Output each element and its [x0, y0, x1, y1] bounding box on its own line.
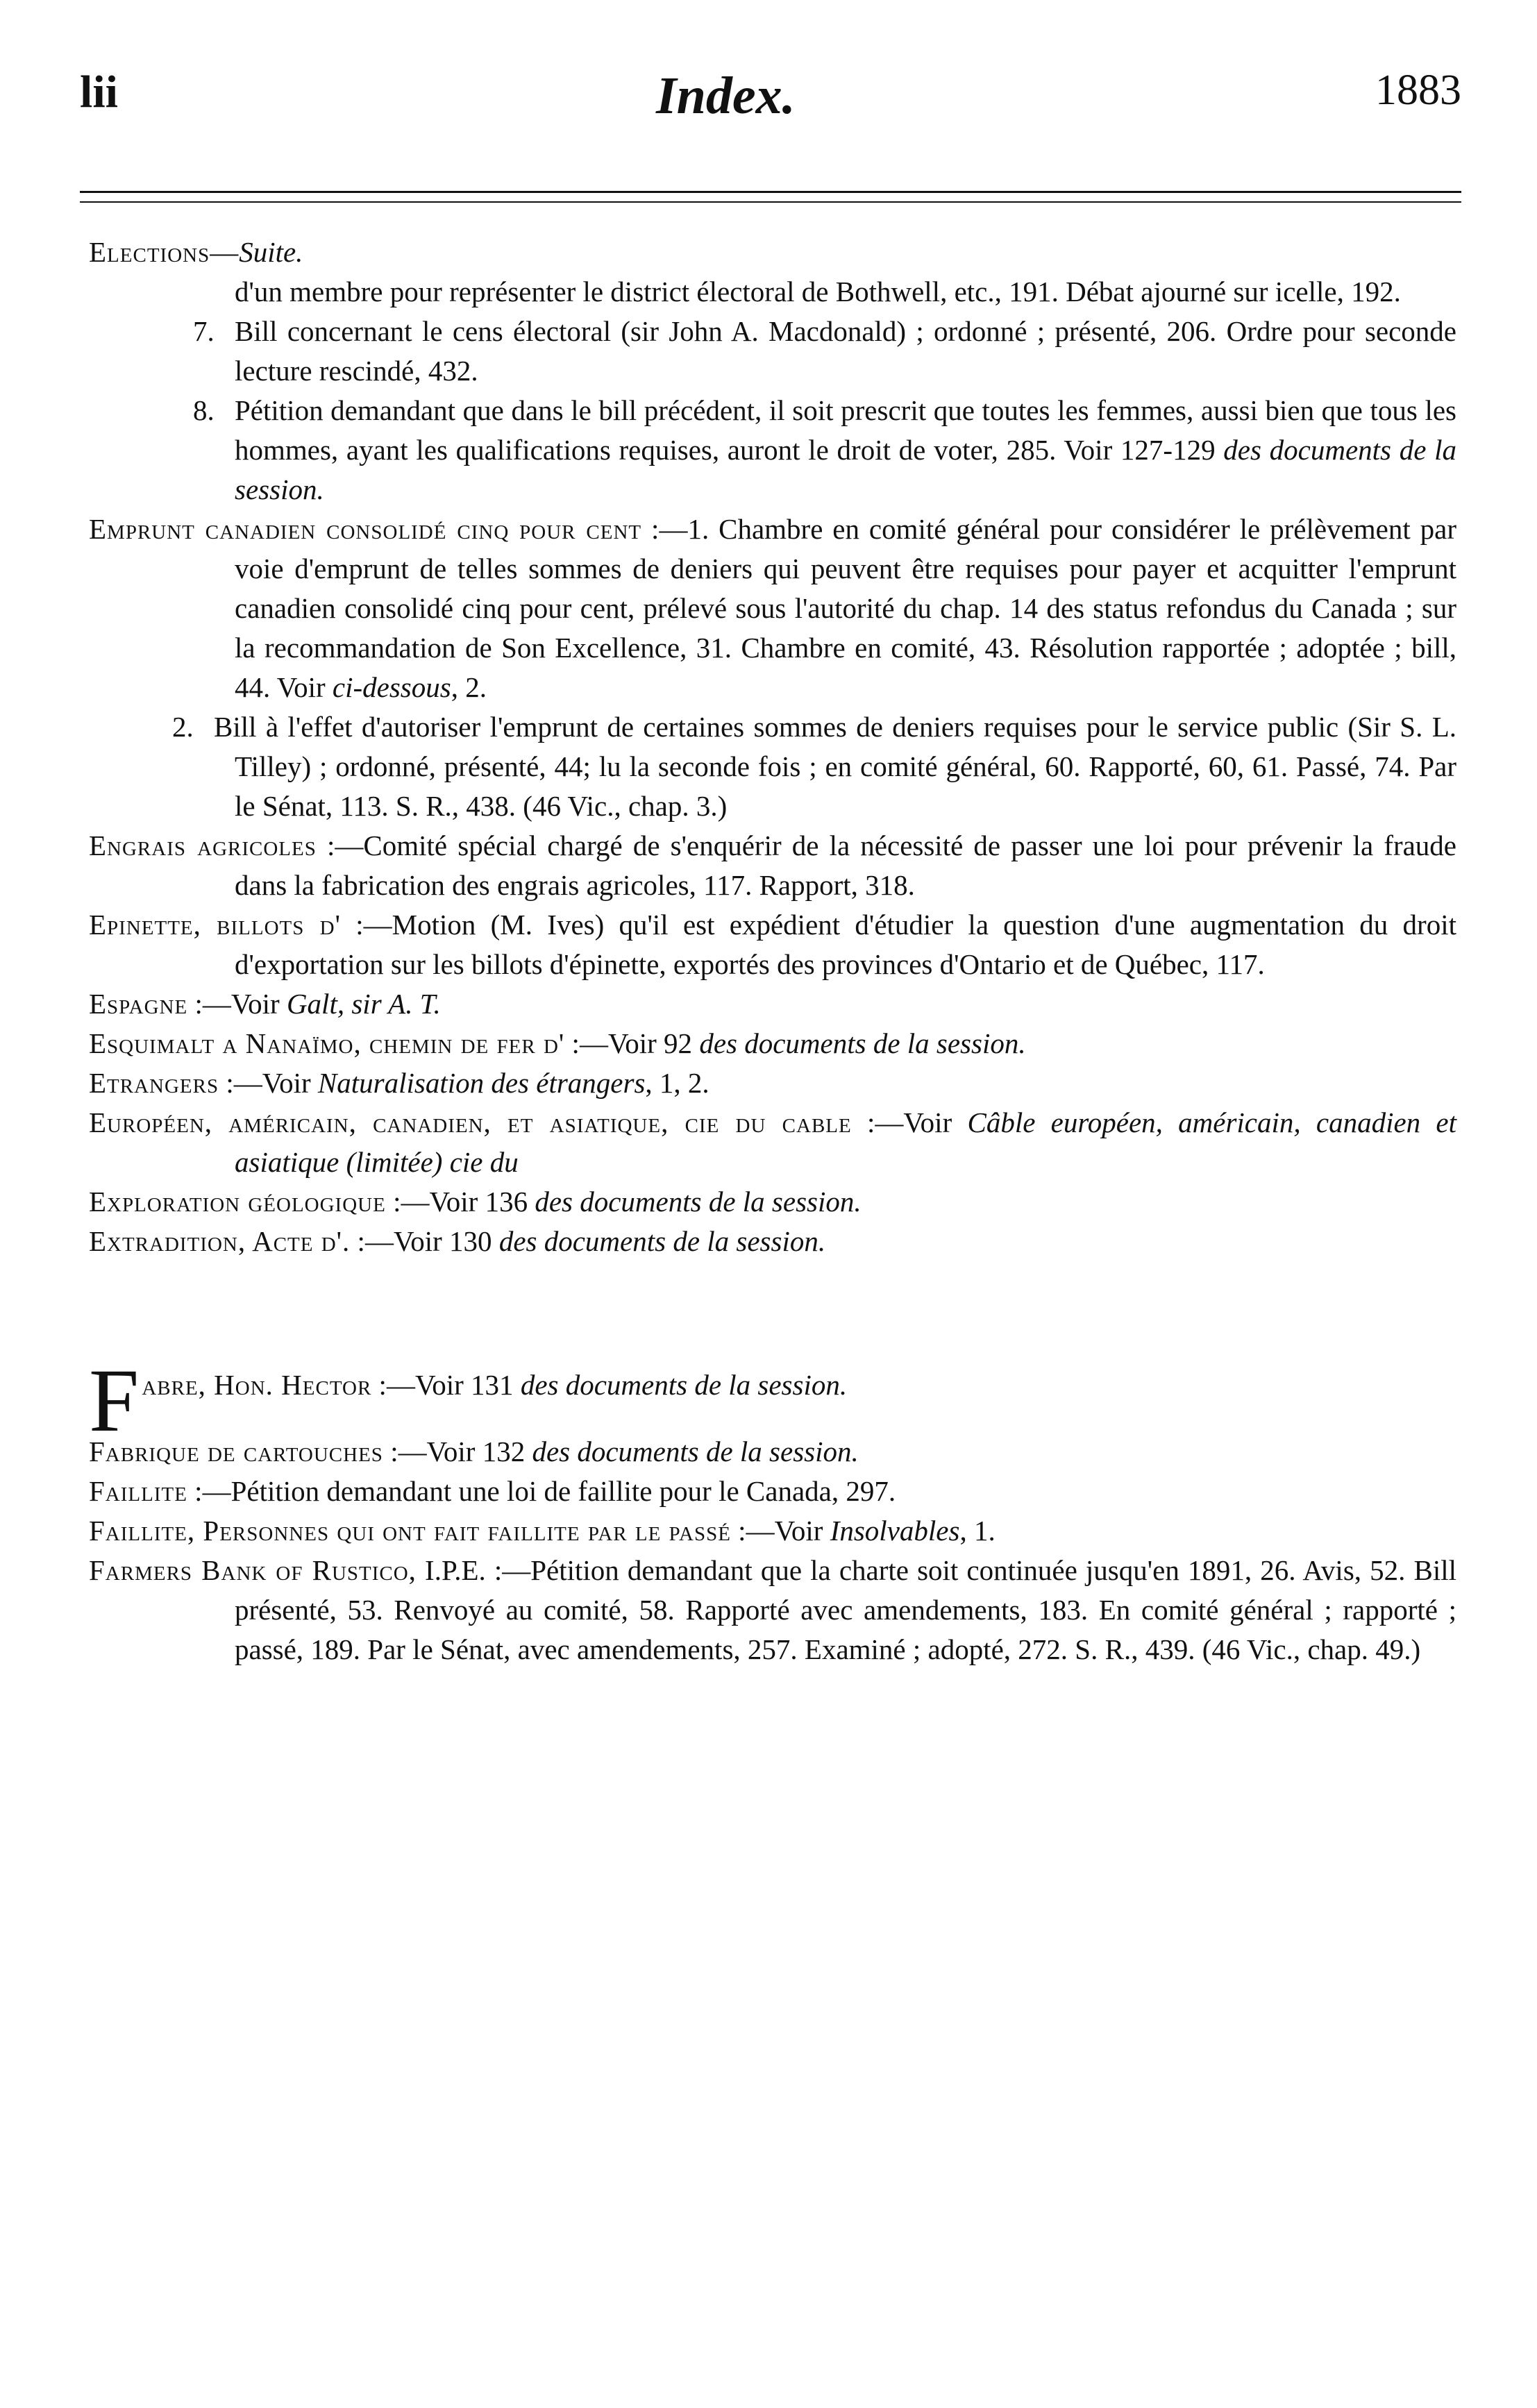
drop-capital: F [89, 1351, 140, 1451]
entry-term: Faillite, Personnes qui ont fait faillite par le passé [89, 1515, 731, 1547]
entry-term: Emprunt canadien consolidé cinq pour cent [89, 513, 642, 545]
entry-term: Etrangers [89, 1067, 219, 1099]
entry-faillite-personnes: Faillite, Personnes qui ont fait faillite par le passé :—Voir Insolvables, 1. [89, 1515, 996, 1547]
section-gap [89, 1261, 1456, 1358]
entry-faillite: Faillite :—Pétition demandant une loi de faillite pour le Canada, 297. [89, 1475, 896, 1507]
page-year: 1883 [1375, 67, 1461, 114]
entry-fabrique: Fabrique de cartouches :—Voir 132 des documents de la session. [89, 1435, 859, 1467]
running-title: Index. [656, 67, 796, 125]
entry-emprunt-2: 2. Bill à l'effet d'autoriser l'emprunt de certaines sommes de deniers requises pour le service public (Sir S. L. Tilley) ; ordonné, présenté, 44; lu la seconde fois ; en comité général, 60. Rapporté, 60, 61. Passé, 74. Par le Sénat, 113. S. R., 438. (46 Vic., chap. 3.) [172, 711, 1456, 822]
header-rule [80, 191, 1461, 193]
entry-term: Faillite [89, 1475, 187, 1507]
page-number: lii [80, 67, 119, 117]
entry-exploration: Exploration géologique :—Voir 136 des documents de la session. [89, 1186, 862, 1218]
index-content [89, 233, 1456, 1669]
entry-fabre: Fabre, Hon. Hector :—Voir 131 des documents de la session. [89, 1351, 848, 1451]
header-rule-thin [80, 201, 1461, 203]
entry-term: Européen, américain, canadien, et asiatique, cie du cable [89, 1106, 852, 1138]
entry-farmers-bank: Farmers Bank of Rustico, I.P.E. :—Pétition demandant que la charte soit continuée jusqu'en 1891, 26. Avis, 52. Bill présenté, 53. Renvoyé au comité, 58. Rapporté avec amendements, 183. En comité général ; rapporté ; passé, 189. Par le Sénat, avec amendements, 257. Examiné ; adopté, 272. S. R., 439. (46 Vic., chap. 49.) [89, 1554, 1456, 1665]
entry-etrangers: Etrangers :—Voir Naturalisation des étrangers, 1, 2. [89, 1067, 709, 1099]
entry-elections-heading: Elections—Suite. [89, 236, 303, 268]
entry-term: Farmers Bank of Rustico, [89, 1554, 417, 1586]
entry-emprunt: Emprunt canadien consolidé cinq pour cent :—1. Chambre en comité général pour considérer le prélèvement par voie d'emprunt de telles sommes de deniers qui peuvent être requises pour payer et acquitter l'emprunt canadien consolidé cinq pour cent, prélevé sous l'autorité du chap. 14 des status refondus du Canada ; sur la recommandation de Son Excellence, 31. Chambre en comité, 43. Résolution rapportée ; adoptée ; bill, 44. Voir ci-dessous, 2. [89, 513, 1456, 703]
entry-elections-8: 8. Pétition demandant que dans le bill précédent, il soit prescrit que toutes les femmes, aussi bien que tous les hommes, ayant les qualifications requises, auront le droit de voter, 285. Voir 127-129 des documents de la session. [193, 394, 1457, 505]
entry-term: Exploration géologique [89, 1186, 386, 1218]
entry-europeen: Européen, américain, canadien, et asiatique, cie du cable :—Voir Câble européen, américain, canadien et asiatique (limitée) cie du [89, 1106, 1457, 1178]
entry-term: Extradition, Acte d'. [89, 1225, 351, 1257]
entry-term: Fabrique de cartouches [89, 1435, 383, 1467]
entry-term: Epinette, billots d' [89, 909, 341, 941]
entry-term: Esquimalt a Nanaïmo, chemin de fer d' [89, 1027, 565, 1059]
entry-elections-7: 7. Bill concernant le cens électoral (sir John A. Macdonald) ; ordonné ; présenté, 206. Ordre pour seconde lecture rescindé, 432. [193, 315, 1456, 387]
entry-espagne: Espagne :—Voir Galt, sir A. T. [89, 988, 441, 1020]
entry-term: abre, Hon. Hector [142, 1369, 372, 1401]
entry-esquimalt: Esquimalt a Nanaïmo, chemin de fer d' :—Voir 92 des documents de la session. [89, 1027, 1026, 1059]
entry-epinette: Epinette, billots d' :—Motion (M. Ives) qu'il est expédient d'étudier la question d'une augmentation du droit d'exportation sur les billots d'épinette, exportés des provinces d'Ontario et de Québec, 117. [89, 909, 1456, 980]
entry-term: Espagne [89, 988, 188, 1020]
entry-elections-continued: d'un membre pour représenter le district électoral de Bothwell, etc., 191. Débat ajourné sur icelle, 192. [235, 276, 1401, 308]
entry-extradition: Extradition, Acte d'. :—Voir 130 des documents de la session. [89, 1225, 826, 1257]
page-header [80, 66, 1461, 142]
entry-term: Engrais agricoles [89, 830, 317, 861]
entry-engrais: Engrais agricoles :—Comité spécial chargé de s'enquérir de la nécessité de passer une loi pour prévenir la fraude dans la fabrication des engrais agricoles, 117. Rapport, 318. [89, 830, 1457, 901]
